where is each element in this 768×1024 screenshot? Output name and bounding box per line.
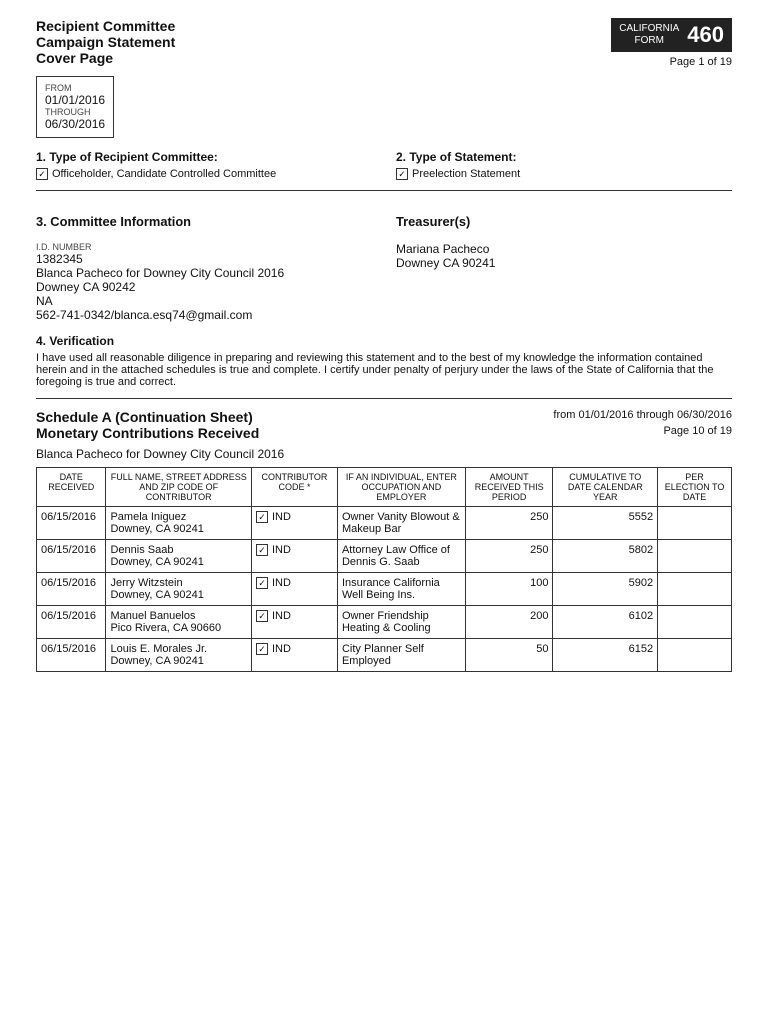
table-row: 06/15/2016 Manuel Banuelos Pico Rivera, CA 90660 ✓ IND Owner Friendship Heating & Cooling 200 6102 xyxy=(37,605,732,638)
schedule-period: from 01/01/2016 through 06/30/2016 xyxy=(553,408,732,421)
committee-type: 1. Type of Recipient Committee: ✓ Officeholder, Candidate Controlled Committee xyxy=(36,150,277,180)
checked-box-icon[interactable]: ✓ xyxy=(256,511,268,523)
page-number: Page 1 of 19 xyxy=(669,56,732,68)
committee-info: 3. Committee Information I.D. NUMBER 1382345 Blanca Pacheco for Downey City Council 2016 Downey CA 90242 NA 562-741-0342/blanca.esq74@gmail.com xyxy=(36,213,285,322)
statement-type: 2. Type of Statement: ✓ Preelection Statement xyxy=(396,150,521,180)
table-row: 06/15/2016 Pamela Iniguez Downey, CA 90241 ✓ IND Owner Vanity Blowout & Makeup Bar 250 5552 xyxy=(37,506,732,539)
cover-title: Recipient Committee Campaign Statement Cover Page xyxy=(36,18,176,66)
treasurer-info: Treasurer(s) Mariana Pacheco Downey CA 90241 xyxy=(396,213,496,270)
checked-box-icon[interactable]: ✓ xyxy=(396,168,408,180)
checked-box-icon[interactable]: ✓ xyxy=(256,577,268,589)
table-row: 06/15/2016 Jerry Witzstein Downey, CA 90241 ✓ IND Insurance California Well Being Ins. 100 5902 xyxy=(37,572,732,605)
schedule-page-number: Page 10 of 19 xyxy=(663,424,732,437)
checked-box-icon[interactable]: ✓ xyxy=(256,544,268,556)
statement-period: FROM 01/01/2016 THROUGH 06/30/2016 xyxy=(36,76,732,138)
name-of-filer: Blanca Pacheco for Downey City Council 2016 xyxy=(36,446,285,461)
checked-box-icon[interactable]: ✓ xyxy=(256,610,268,622)
table-row: 06/15/2016 Louis E. Morales Jr. Downey, CA 90241 ✓ IND City Planner Self Employed 50 6152 xyxy=(37,638,732,671)
checked-box-icon[interactable]: ✓ xyxy=(256,643,268,655)
contributions-table: DATE RECEIVED FULL NAME, STREET ADDRESS AND ZIP CODE OF CONTRIBUTOR CONTRIBUTOR CODE * IF AN INDIVIDUAL, ENTER OCCUPATION AND EMPLOYER AMOUNT RECEIVED THIS PERIOD CUMULATIVE TO DATE CALENDAR YEAR PER ELECTION TO DATE 06/15/2016 Pamela Iniguez Downey, CA 90241 ✓ IND Owner Vanity Blowout & Makeup Bar 250 5552 06/15/2016 Dennis Saab Downey, CA 90241 ✓ IND Attorney Law Office of Dennis G. Saab 250 5802 06/15/2016 Jerry Witzstein Downey, CA 90241 ✓ IND Insurance California Well Being Ins. 100 5902 06/15/2016 Manuel Banuelos Pico Rivera, CA 90660 ✓ IND Owner Friendship Heating & Cooling 200 6102 06/15/2016 Louis E. Morales Jr. Downey, CA 90241 ✓ IND City Planner Self Employed 50 6152 xyxy=(36,467,732,672)
checked-box-icon[interactable]: ✓ xyxy=(36,168,48,180)
schedule-header: Schedule A (Continuation Sheet) Monetary Contributions Received from 01/01/2016 through 06/30/2016 Page 10 of 19 xyxy=(36,408,732,441)
table-row: 06/15/2016 Dennis Saab Downey, CA 90241 ✓ IND Attorney Law Office of Dennis G. Saab 250 5802 xyxy=(37,539,732,572)
verification: 4. Verification I have used all reasonable diligence in preparing and reviewing this statement and to the best of my knowledge the information contained herein and in the attached schedules is true and complete. I certify under penalty of perjury under the laws of the State of California that the foregoing is true and correct. xyxy=(36,333,714,388)
form-badge: CALIFORNIA FORM 460 xyxy=(611,18,732,52)
cover-header xyxy=(36,18,732,68)
